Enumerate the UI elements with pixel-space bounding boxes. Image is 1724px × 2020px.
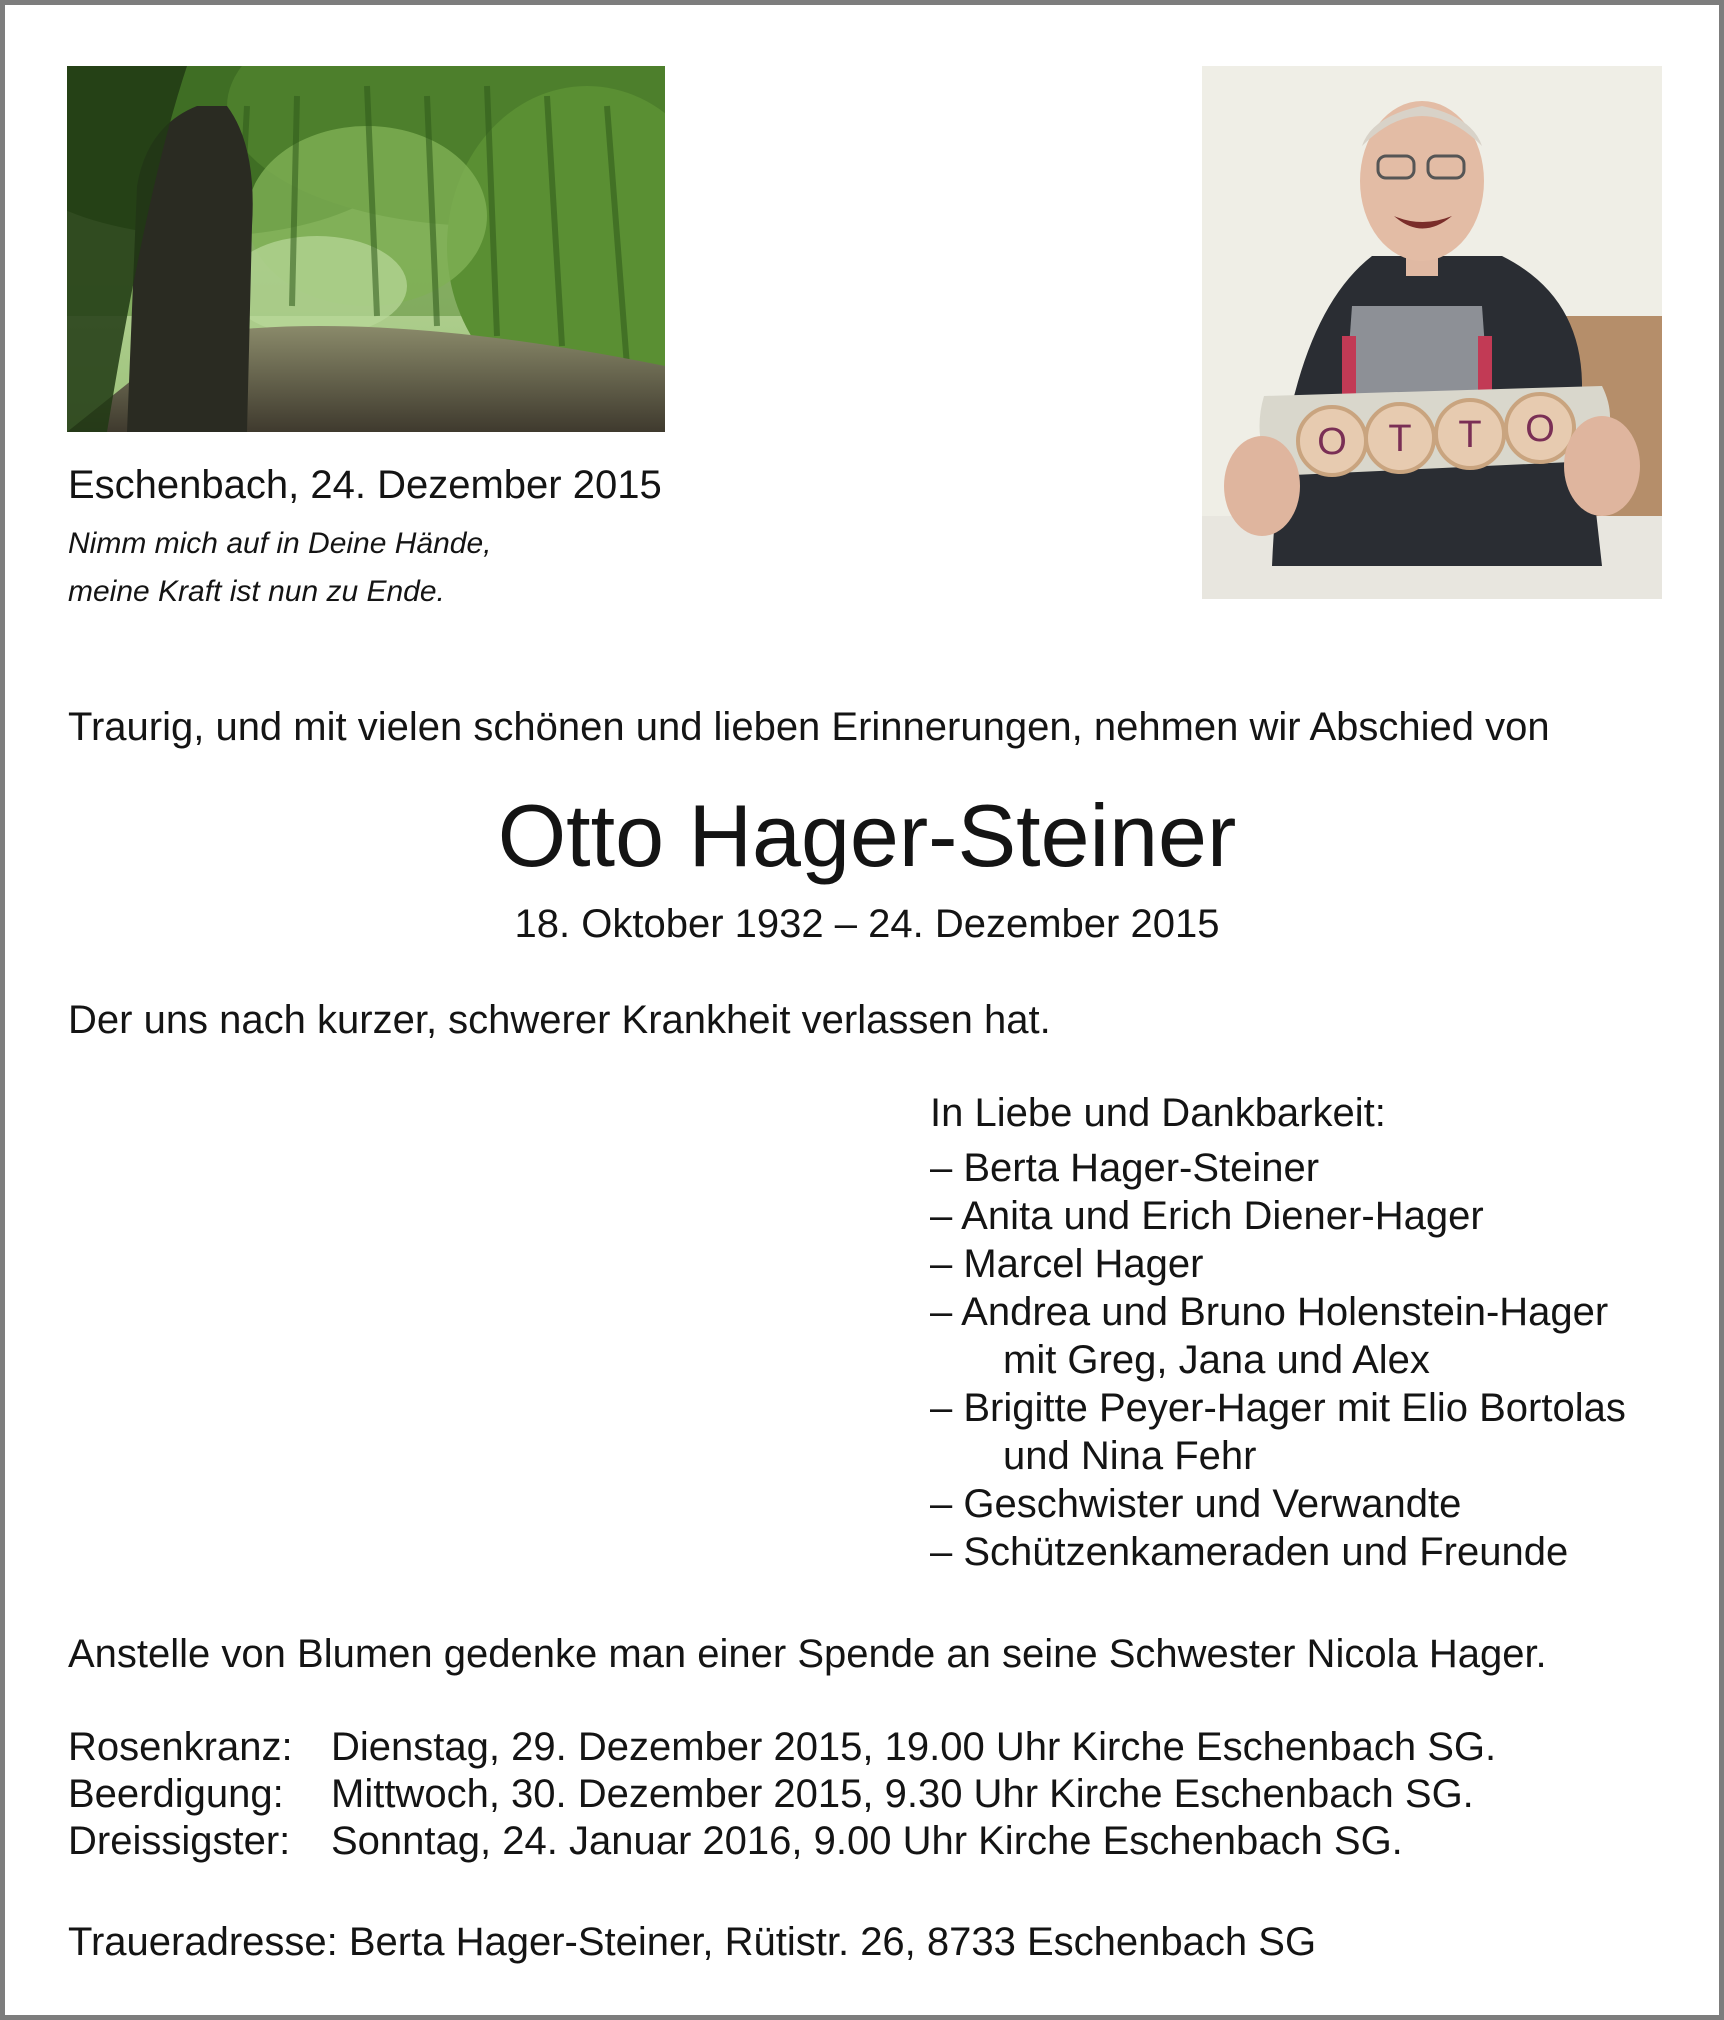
mourner-item xyxy=(930,1384,1626,1480)
verse-line: meine Kraft ist nun zu Ende. xyxy=(68,575,445,608)
mourner-item xyxy=(930,1144,1626,1192)
mourner-name: – Schützenkameraden und Freunde xyxy=(930,1530,1569,1574)
portrait-photo xyxy=(1202,66,1662,599)
service-schedule xyxy=(68,1724,1496,1865)
verse-line: Nimm mich auf in Deine Hände, xyxy=(68,527,492,560)
donation-note: Anstelle von Blumen gedenke man einer Spende an seine Schwester Nicola Hager. xyxy=(68,1632,1547,1676)
cookie-letter: O xyxy=(1317,421,1347,463)
service-detail: Sonntag, 24. Januar 2016, 9.00 Uhr Kirche Eschenbach SG. xyxy=(331,1819,1403,1863)
service-detail: Mittwoch, 30. Dezember 2015, 9.30 Uhr Kirche Eschenbach SG. xyxy=(331,1772,1474,1816)
mourner-continuation: und Nina Fehr xyxy=(1003,1434,1257,1478)
deceased-name: Otto Hager-Steiner xyxy=(497,786,1237,885)
life-dates: 18. Oktober 1932 – 24. Dezember 2015 xyxy=(514,902,1220,946)
mourners-heading: In Liebe und Dankbarkeit: xyxy=(930,1091,1386,1135)
mourning-address: Traueradresse: Berta Hager-Steiner, Rütistr. 26, 8733 Eschenbach SG xyxy=(68,1920,1317,1964)
mourner-name: – Berta Hager-Steiner xyxy=(930,1146,1320,1190)
date-place: Eschenbach, 24. Dezember 2015 xyxy=(68,463,662,507)
service-row xyxy=(68,1818,1496,1865)
mourner-name: – Andrea und Bruno Holenstein-Hager xyxy=(930,1290,1609,1334)
service-row xyxy=(68,1724,1496,1771)
mourner-name: – Geschwister und Verwandte xyxy=(930,1482,1462,1526)
mourners-list xyxy=(930,1144,1626,1576)
service-label: Beerdigung: xyxy=(68,1772,284,1816)
service-label: Rosenkranz: xyxy=(68,1725,293,1769)
cookie-letter: O xyxy=(1525,408,1555,450)
cookie-letter: T xyxy=(1388,418,1412,460)
tree-avenue-photo xyxy=(67,66,665,432)
mourner-name: – Marcel Hager xyxy=(930,1242,1204,1286)
portrait-illustration xyxy=(1202,66,1662,599)
service-row xyxy=(68,1771,1496,1818)
mourner-item xyxy=(930,1480,1626,1528)
intro-text: Traurig, und mit vielen schönen und lieben Erinnerungen, nehmen wir Abschied von xyxy=(68,705,1550,749)
service-detail: Dienstag, 29. Dezember 2015, 19.00 Uhr Kirche Eschenbach SG. xyxy=(331,1725,1497,1769)
mourners-block xyxy=(930,1090,1626,1576)
service-label: Dreissigster: xyxy=(68,1819,291,1863)
mourner-item xyxy=(930,1240,1626,1288)
mourner-name: – Anita und Erich Diener-Hager xyxy=(930,1194,1484,1238)
mourner-item xyxy=(930,1192,1626,1240)
mourner-name: – Brigitte Peyer-Hager mit Elio Bortolas xyxy=(930,1386,1626,1430)
mourner-continuation: mit Greg, Jana und Alex xyxy=(1003,1338,1430,1382)
cause-text: Der uns nach kurzer, schwerer Krankheit verlassen hat. xyxy=(68,998,1051,1042)
tree-avenue-illustration xyxy=(67,66,665,432)
cookie-letter: T xyxy=(1458,414,1482,456)
mourner-item xyxy=(930,1288,1626,1384)
mourner-item xyxy=(930,1528,1626,1576)
